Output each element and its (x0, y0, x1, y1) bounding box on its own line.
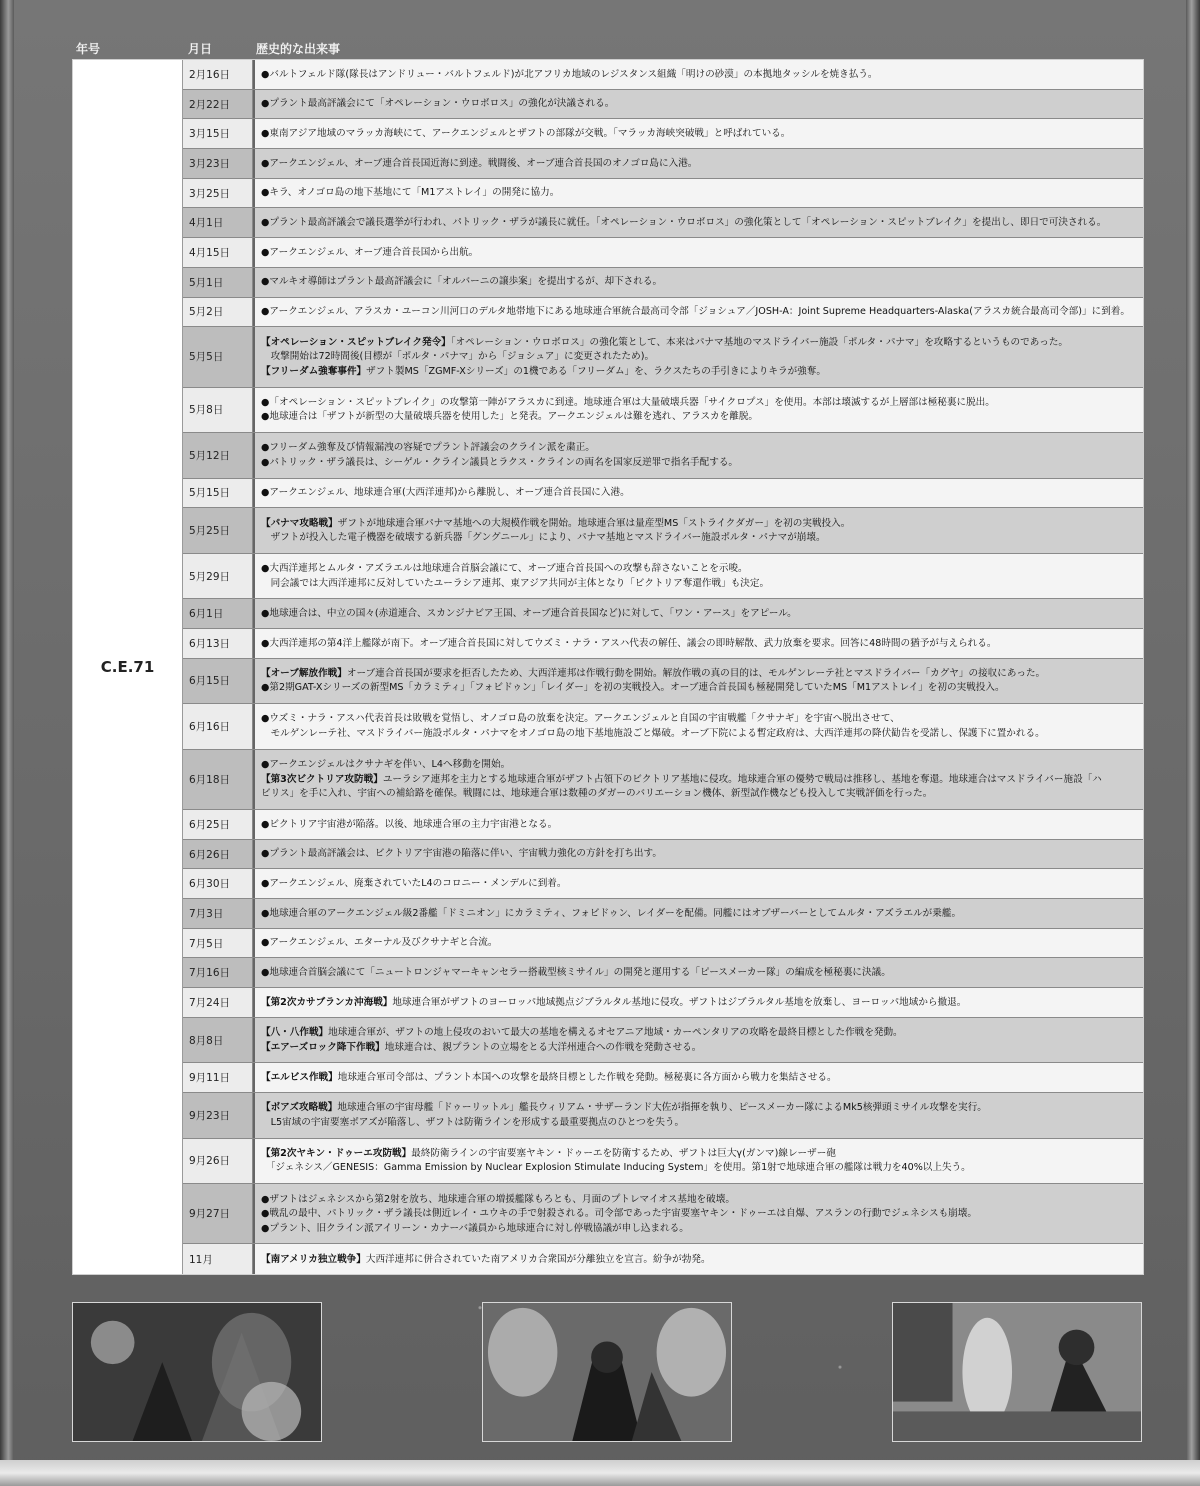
event-text: ●アークエンジェル、エターナル及びクサナギと合流。 (261, 937, 498, 949)
event-line (261, 410, 1135, 425)
illustration-left (72, 1302, 322, 1442)
event-line (261, 1253, 1135, 1268)
event-text: ●地球連合は「ザフトが新型の大量破壊兵器を使用した」と発表。アークエンジェルは難を逃れ、アラスカを離脱。 (261, 411, 759, 423)
event-line (261, 936, 1135, 951)
event-line (261, 1026, 1135, 1041)
table-row (183, 1063, 1143, 1093)
event-tag: 【オーブ解放作戦】 (261, 667, 347, 679)
table-row (183, 929, 1143, 959)
row-date: 2月16日 (183, 60, 253, 89)
event-tag: 【南アメリカ独立戦争】 (261, 1253, 366, 1265)
event-tag: 【第3次ビクトリア攻防戦】 (261, 773, 383, 785)
row-events (253, 119, 1143, 148)
event-line (261, 517, 1135, 532)
table-row (183, 238, 1143, 268)
event-text: ●戦乱の最中、パトリック・ザラ議長は側近レイ・ユウキの手で射殺される。司令部であった宇宙要塞ヤキン・ドゥーエは自爆、アスランの行動でジェネシスも崩壊。 (261, 1208, 977, 1219)
event-text: ●ビクトリア宇宙港が陥落。以後、地球連合軍の主力宇宙港となる。 (261, 818, 558, 830)
header-events: 歴史的な出来事 (256, 42, 341, 56)
table-row (183, 869, 1143, 899)
event-line (261, 97, 1135, 112)
row-events (253, 1063, 1143, 1092)
row-date: 3月25日 (183, 179, 253, 208)
event-line (261, 1041, 1135, 1056)
event-text: ●アークエンジェルはクサナギを伴い、L4へ移動を開始。 (261, 759, 511, 771)
event-line (261, 562, 1135, 577)
event-text: 最終防衛ラインの宇宙要塞ヤキン・ドゥーエを防衛するため、ザフトは巨大γ(ガンマ)線レーザー砲 (411, 1147, 836, 1159)
event-text: ●大西洋連邦の第4洋上艦隊が南下。オーブ連合首長国に対してウズミ・ナラ・アスハ代表の解任、議会の即時解散、武力放棄を要求。回答に48時間の猶予が与えられる。 (261, 637, 997, 649)
event-line (261, 216, 1135, 231)
table-row (183, 508, 1143, 554)
table-row (183, 179, 1143, 209)
row-date: 6月25日 (183, 810, 253, 839)
table-row (183, 958, 1143, 988)
row-events (253, 599, 1143, 628)
row-events (253, 298, 1143, 327)
era-column (73, 60, 183, 1274)
table-row (183, 1018, 1143, 1064)
row-events (253, 179, 1143, 208)
event-line (261, 396, 1135, 411)
row-date: 6月18日 (183, 750, 253, 809)
row-events (253, 327, 1143, 386)
event-line (261, 1101, 1135, 1116)
event-line (261, 365, 1135, 380)
event-tag: 【フリーダム強奪事件】 (261, 365, 367, 377)
row-events (253, 750, 1143, 809)
table-row (183, 1244, 1143, 1274)
event-text: 同会議では大西洋連邦に反対していたユーラシア連邦、東アジア共同が主体となり「ビクトリア奪還作戦」も決定。 (261, 577, 770, 589)
row-date: 3月15日 (183, 119, 253, 148)
row-events (253, 810, 1143, 839)
event-text: ●マルキオ導師はプラント最高評議会に「オルバーニの譲歩案」を提出するが、却下される。 (261, 276, 663, 288)
row-events (253, 238, 1143, 267)
event-line (261, 1147, 1135, 1162)
table-row (183, 750, 1143, 810)
row-events (253, 958, 1143, 987)
table-row (183, 268, 1143, 298)
event-text: ●プラント、旧クライン派アイリーン・カナーバ議員から地球連合に対し停戦協議が申し込まれる。 (261, 1222, 689, 1234)
row-events (253, 1184, 1143, 1243)
table-row (183, 327, 1143, 387)
event-text: ●プラント最高評議会で議長選挙が行われ、パトリック・ザラが議長に就任。「オペレーション・ウロボロス」の強化策として「オペレーション・スピットブレイク」を提出し、即日で可決される。 (261, 217, 1107, 229)
row-date: 5月2日 (183, 298, 253, 327)
table-row (183, 298, 1143, 328)
event-tag: 【第2次カサブランカ沖海戦】 (261, 996, 393, 1008)
event-line (261, 157, 1135, 172)
event-text: ザフトが投入した電子機器を破壊する新兵器「グングニール」により、パナマ基地とマスドライバー施設ポルタ・パナマが崩壊。 (261, 532, 826, 543)
event-line (261, 486, 1135, 501)
row-events (253, 899, 1143, 928)
event-line (261, 1193, 1135, 1208)
event-text: ●キラ、オノゴロ島の地下基地にて「M1アストレイ」の開発に協力。 (261, 187, 560, 199)
timeline-rows (183, 60, 1143, 1274)
event-line (261, 877, 1135, 892)
table-row (183, 119, 1143, 149)
row-date: 7月16日 (183, 958, 253, 987)
event-text: ●アークエンジェル、廃棄されていたL4のコロニー・メンデルに到着。 (261, 878, 567, 889)
event-text: ●地球連合は、中立の国々(赤道連合、スカンジナビア王国、オーブ連合首長国など)に対して、「ワン・アース」をアピール。 (261, 607, 797, 619)
table-row (183, 810, 1143, 840)
row-events (253, 1093, 1143, 1138)
frame-bottom-border (0, 1460, 1200, 1486)
event-line (261, 1222, 1135, 1237)
table-row (183, 554, 1143, 600)
event-text: 地球連合軍がザフトのヨーロッパ地域拠点ジブラルタル基地に侵攻。ザフトはジブラルタル基地を放棄し、ヨーロッパ地域から撤退。 (392, 996, 967, 1008)
row-date: 6月1日 (183, 599, 253, 628)
event-text: ●プラント最高評議会は、ビクトリア宇宙港の陥落に伴い、宇宙戦力強化の方針を打ち出す。 (261, 848, 662, 860)
row-date: 6月13日 (183, 629, 253, 658)
row-events (253, 1139, 1143, 1184)
event-line (261, 186, 1135, 201)
event-text: ユーラシア連邦を主力とする地球連合軍がザフト占領下のビクトリア基地に侵攻。地球連合軍の優勢で戦局は推移し、基地を奪還。地球連合はマスドライバー施設「ハ (382, 773, 1102, 785)
event-line (261, 531, 1135, 546)
event-tag: 【八・八作戦】 (261, 1027, 329, 1039)
event-text: ●第2期GAT-Xシリーズの新型MS「カラミティ」「フォビドゥン」「レイダー」を初の実戦投入。オーブ連合首長国も極秘開発していたMS「M1アストレイ」を初の実戦投入。 (261, 682, 1005, 694)
row-events (253, 869, 1143, 898)
event-line (261, 275, 1135, 290)
event-line (261, 637, 1135, 652)
event-text: ザフト製MS「ZGMF-Xシリーズ」の1機である「フリーダム」を、ラクスたちの手引きによりキラが強奪。 (366, 365, 826, 377)
table-row (183, 149, 1143, 179)
era-label: C.E.71 (100, 658, 155, 676)
row-events (253, 268, 1143, 297)
illustration-right (892, 1302, 1142, 1442)
event-line (261, 456, 1135, 471)
row-date: 5月25日 (183, 508, 253, 553)
table-row (183, 629, 1143, 659)
row-date: 6月26日 (183, 840, 253, 869)
event-tag: 【オペレーション・スピットブレイク発令】 (261, 336, 451, 348)
frame-right-border (1186, 0, 1200, 1486)
event-text: ●アークエンジェル、アラスカ・ユーコン川河口のデルタ地帯地下にある地球連合軍統合最高司令部「ジョシュア／JOSH-A：Joint Supreme Headquarters-Alaska(アラスカ統合最高司令部)」に到着。 (261, 306, 1130, 318)
event-text: ●地球連合軍のアークエンジェル級2番艦「ドミニオン」にカラミティ、フォビドゥン、レイダーを配備。同艦にはオブザーバーとしてムルタ・アズラエルが乗艦。 (261, 907, 962, 919)
row-date: 9月27日 (183, 1184, 253, 1243)
row-events (253, 704, 1143, 749)
illustration-center (482, 1302, 732, 1442)
table-row (183, 1093, 1143, 1139)
event-text: ●バルトフェルド隊(隊長はアンドリュー・バルトフェルド)が北アフリカ地域のレジスタンス組織「明けの砂漠」の本拠地タッシルを焼き払う。 (261, 68, 878, 80)
row-events (253, 479, 1143, 508)
event-line (261, 1161, 1135, 1176)
event-line (261, 1071, 1135, 1086)
table-row (183, 1139, 1143, 1185)
row-date: 4月1日 (183, 208, 253, 237)
row-date: 7月24日 (183, 988, 253, 1017)
event-text: L5宙域の宇宙要塞ボアズが陥落し、ザフトは防衛ラインを形成する最重要拠点のひとつを失う。 (261, 1116, 685, 1128)
event-text: ザフトが地球連合軍パナマ基地への大規模作戦を開始。地球連合軍は量産型MS「ストライクダガー」を初の実戦投入。 (337, 517, 851, 529)
event-text: 「オペレーション・ウロボロス」の強化策として、本来はパナマ基地のマスドライバー施設「ポルタ・パナマ」を攻略するというものであった。 (450, 336, 1069, 348)
row-date: 6月15日 (183, 659, 253, 704)
event-text: 地球連合軍の宇宙母艦「ドゥーリットル」艦長ウィリアム・サザーランド大佐が指揮を執り、ピースメーカー隊によるMk5核弾頭ミサイル攻撃を実行。 (337, 1102, 987, 1114)
event-line (261, 787, 1135, 802)
row-events (253, 1244, 1143, 1274)
row-events (253, 388, 1143, 433)
event-line (261, 68, 1135, 83)
event-line (261, 712, 1135, 727)
table-row (183, 90, 1143, 120)
event-line (261, 847, 1135, 862)
table-row (183, 433, 1143, 479)
row-date: 5月12日 (183, 433, 253, 478)
row-date: 7月5日 (183, 929, 253, 958)
event-text: ●アークエンジェル、地球連合軍(大西洋連邦)から離脱し、オーブ連合首長国に入港。 (261, 487, 630, 499)
event-line (261, 758, 1135, 773)
header-era: 年号 (76, 42, 101, 56)
event-line (261, 350, 1135, 365)
table-row (183, 208, 1143, 238)
event-line (261, 127, 1135, 142)
row-events (253, 90, 1143, 119)
row-date: 5月5日 (183, 327, 253, 386)
row-date: 11月 (183, 1244, 253, 1274)
row-date: 7月3日 (183, 899, 253, 928)
row-date: 5月29日 (183, 554, 253, 599)
row-events (253, 554, 1143, 599)
event-tag: 【ボアズ攻略戦】 (261, 1102, 338, 1114)
event-text: ●アークエンジェル、オーブ連合首長国近海に到達。戦闘後、オーブ連合首長国のオノゴロ島に入港。 (261, 157, 698, 169)
event-line (261, 305, 1135, 320)
row-date: 5月8日 (183, 388, 253, 433)
event-line (261, 607, 1135, 622)
row-events (253, 508, 1143, 553)
row-date: 3月23日 (183, 149, 253, 178)
row-date: 6月16日 (183, 704, 253, 749)
event-text: 地球連合軍司令部は、プラント本国への攻撃を最終目標とした作戦を発動。極秘裏に各方面から戦力を集結させる。 (337, 1071, 837, 1083)
row-date: 6月30日 (183, 869, 253, 898)
event-text: ●パトリック・ザラ議長は、シーゲル・クライン議員とラクス・クラインの両名を国家反逆罪で指名手配する。 (261, 456, 739, 468)
table-row (183, 704, 1143, 750)
row-date: 9月26日 (183, 1139, 253, 1184)
event-text: 「ジェネシス／GENESIS：Gamma Emission by Nuclear Explosion Stimulate Inducing System」を使用。第1射で地球連合軍の艦隊は戦力を40%以上失う。 (261, 1162, 971, 1174)
row-events (253, 1018, 1143, 1063)
event-tag: 【エルビス作戦】 (261, 1071, 338, 1083)
row-date: 9月11日 (183, 1063, 253, 1092)
event-line (261, 246, 1135, 261)
event-text: ●「オペレーション・スピットブレイク」の攻撃第一陣がアラスカに到達。地球連合軍は大量破壊兵器「サイクロプス」を使用。本部は壊滅するが上層部は極秘裏に脱出。 (261, 396, 995, 408)
event-line (261, 667, 1135, 682)
table-row (183, 988, 1143, 1018)
event-line (261, 1116, 1135, 1131)
table-row (183, 1184, 1143, 1244)
event-tag: 【エアーズロック降下作戦】 (261, 1041, 385, 1053)
event-line (261, 907, 1135, 922)
event-line (261, 727, 1135, 742)
event-line (261, 336, 1135, 351)
table-row (183, 599, 1143, 629)
event-line (261, 996, 1135, 1011)
event-line (261, 966, 1135, 981)
row-events (253, 929, 1143, 958)
row-events (253, 659, 1143, 704)
row-events (253, 840, 1143, 869)
event-text: ●ウズミ・ナラ・アスハ代表首長は敗戦を覚悟し、オノゴロ島の放棄を決定。アークエンジェルと自国の宇宙戦艦「クサナギ」を宇宙へ脱出させて、 (261, 713, 900, 725)
table-row (183, 659, 1143, 705)
event-line (261, 441, 1135, 456)
table-row (183, 899, 1143, 929)
table-row (183, 840, 1143, 870)
event-text: ●ザフトはジェネシスから第2射を放ち、地球連合軍の増援艦隊もろとも、月面のプトレマイオス基地を破壊。 (261, 1193, 735, 1205)
event-text: ●プラント最高評議会にて「オペレーション・ウロボロス」の強化が決議される。 (261, 98, 615, 110)
row-date: 8月8日 (183, 1018, 253, 1063)
event-text: ●大西洋連邦とムルタ・アズラエルは地球連合首脳会議にて、オーブ連合首長国への攻撃も辞さないことを示唆。 (261, 563, 748, 575)
event-text: 地球連合は、親プラントの立場をとる大洋州連合への作戦を発動させる。 (384, 1041, 702, 1053)
frame-left-border (0, 0, 14, 1486)
event-text: オーブ連合首長国が要求を拒否したため、大西洋連邦は作戦行動を開始。解放作戦の真の目的は、モルゲンレーテ社とマスドライバー「カグヤ」の接収にあった。 (346, 667, 1046, 679)
event-text: ●フリーダム強奪及び情報漏洩の容疑でプラント評議会のクライン派を粛正。 (261, 442, 595, 454)
event-text: ●東南アジア地域のマラッカ海峡にて、アークエンジェルとザフトの部隊が交戦。「マラッカ海峡突破戦」と呼ばれている。 (261, 127, 791, 139)
event-text: 大西洋連邦に併合されていた南アメリカ合衆国が分離独立を宣言。紛争が勃発。 (365, 1253, 711, 1265)
row-events (253, 149, 1143, 178)
event-line (261, 577, 1135, 592)
event-line (261, 1207, 1135, 1222)
row-date: 4月15日 (183, 238, 253, 267)
header-date: 月日 (188, 42, 213, 56)
event-line (261, 681, 1135, 696)
row-date: 2月22日 (183, 90, 253, 119)
event-line (261, 773, 1135, 788)
event-text: ●アークエンジェル、オーブ連合首長国から出航。 (261, 246, 479, 258)
table-row (183, 479, 1143, 509)
event-tag: 【第2次ヤキン・ドゥーエ攻防戦】 (261, 1147, 412, 1159)
event-line (261, 818, 1135, 833)
timeline-table (72, 59, 1144, 1275)
row-date: 5月15日 (183, 479, 253, 508)
event-tag: 【パナマ攻略戦】 (261, 517, 338, 529)
table-row (183, 388, 1143, 434)
row-date: 5月1日 (183, 268, 253, 297)
row-date: 9月23日 (183, 1093, 253, 1138)
row-events (253, 433, 1143, 478)
event-text: ビリス」を手に入れ、宇宙への補給路を確保。戦闘には、地球連合軍は数種のダガーのバリエーション機体、新型試作機なども投入して実戦評価を行った。 (261, 788, 933, 800)
event-text: 地球連合軍が、ザフトの地上侵攻のおいて最大の基地を構えるオセアニア地域・カーペンタリアの攻略を最終目標とした作戦を発動。 (328, 1027, 903, 1039)
event-text: 攻撃開始は72時間後(目標が「ポルタ・パナマ」から「ジョシュア」に変更されたため)。 (261, 351, 655, 363)
event-text: モルゲンレーテ社、マスドライバー施設ポルタ・パナマをオノゴロ島の地下基地施設ごと爆破。オーブ下院による暫定政府は、大西洋連邦の降伏勧告を受諾し、保護下に置かれる。 (261, 727, 1045, 739)
event-text: ●地球連合首脳会議にて「ニュートロンジャマーキャンセラー搭載型核ミサイル」の開発と運用する「ピースメーカー隊」の編成を極秘裏に決議。 (261, 967, 891, 979)
table-row (183, 60, 1143, 90)
row-events (253, 208, 1143, 237)
row-events (253, 60, 1143, 89)
row-events (253, 988, 1143, 1017)
row-events (253, 629, 1143, 658)
